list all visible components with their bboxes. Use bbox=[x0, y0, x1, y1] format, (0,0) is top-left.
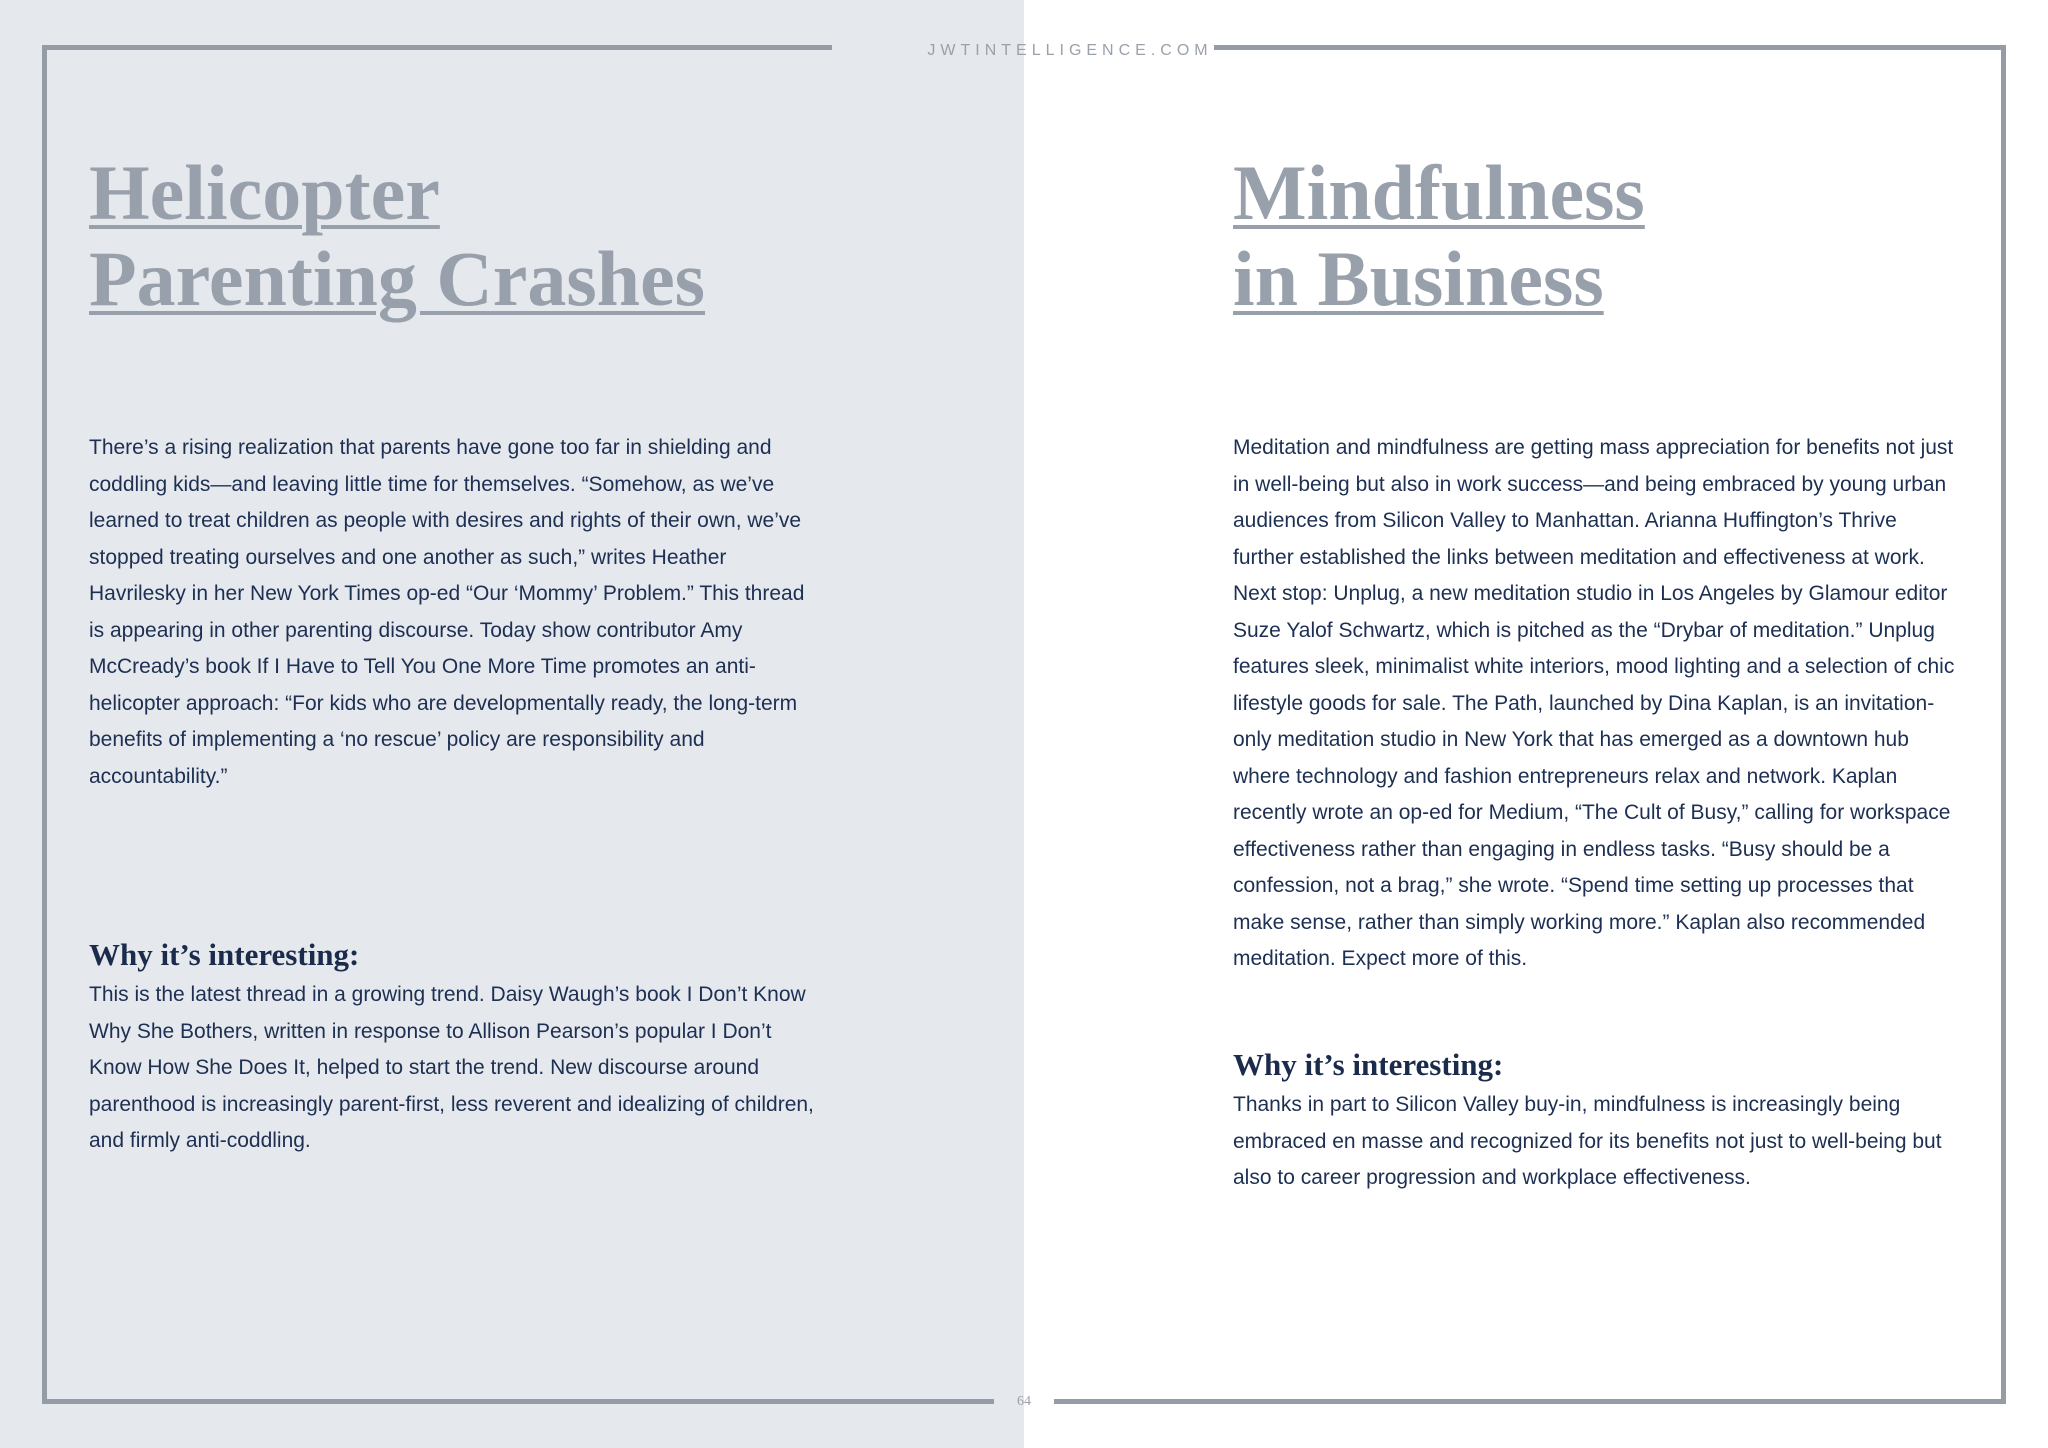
left-title-line1: Helicopter bbox=[89, 149, 440, 236]
page-number: 64 bbox=[1017, 1394, 1031, 1409]
frame-top-left bbox=[42, 45, 832, 50]
right-title-line1: Mindfulness bbox=[1233, 149, 1645, 236]
right-article-body: Meditation and mindfulness are getting mass appreciation for benefits not just in well-being but also in work success—and being embraced by young urban audiences from Silicon Valley to Manhattan. Arianna Huffington’s Thrive further established the links between meditation and effectiveness at work. Next stop: Unplug, a new meditation studio in Los Angeles by Glamour editor Suze Yalof Schwartz, which is pitched as the “Drybar of meditation.” Unplug features sleek, minimalist white interiors, mood lighting and a selection of chic lifestyle goods for sale. The Path, launched by Dina Kaplan, is an invitation-only meditation studio in New York that has emerged as a downtown hub where technology and fashion entrepreneurs relax and network. Kaplan recently wrote an op-ed for Medium, “The Cult of Busy,” calling for workspace effectiveness rather than engaging in endless tasks. “Busy should be a confession, not a brag,” she wrote. “Spend time setting up processes that make sense, rather than simply working more.” Kaplan also recommended meditation. Expect more of this. bbox=[1233, 436, 1955, 970]
left-why-body: This is the latest thread in a growing trend. Daisy Waugh’s book I Don’t Know Why She Bothers, written in response to Allison Pearson’s popular I Don’t Know How She Does It, helped to start the trend. New discourse around parenthood is increasingly parent-first, less reverent and idealizing of children, and firmly anti-coddling. bbox=[89, 983, 814, 1152]
right-article-title bbox=[1233, 150, 1953, 322]
left-why-heading: Why it’s interesting: bbox=[89, 937, 360, 972]
right-why-heading: Why it’s interesting: bbox=[1233, 1047, 1504, 1082]
left-article-title bbox=[89, 150, 849, 322]
frame-right bbox=[2001, 45, 2006, 1404]
frame-left bbox=[42, 45, 47, 1404]
frame-bottom-left bbox=[42, 1399, 994, 1404]
site-url: JWTINTELLIGENCE.COM bbox=[927, 42, 1213, 59]
frame-top-right bbox=[1214, 45, 2006, 50]
right-title-line2: in Business bbox=[1233, 235, 1604, 322]
right-why-body: Thanks in part to Silicon Valley buy-in, mindfulness is increasingly being embraced en masse and recognized for its benefits not just to well-being but also to career progression and workplace effectiveness. bbox=[1233, 1093, 1942, 1189]
left-article-body: There’s a rising realization that parents have gone too far in shielding and coddling kids—and leaving little time for themselves. “Somehow, as we’ve learned to treat children as people with desires and rights of their own, we’ve stopped treating ourselves and one another as such,” writes Heather Havrilesky in her New York Times op-ed “Our ‘Mommy’ Problem.” This thread is appearing in other parenting discourse. Today show contributor Amy McCready’s book If I Have to Tell You One More Time promotes an anti-helicopter approach: “For kids who are developmentally ready, the long-term benefits of implementing a ‘no rescue’ policy are responsibility and accountability.” bbox=[89, 436, 805, 788]
left-title-line2: Parenting Crashes bbox=[89, 235, 706, 322]
frame-bottom-right bbox=[1054, 1399, 2006, 1404]
